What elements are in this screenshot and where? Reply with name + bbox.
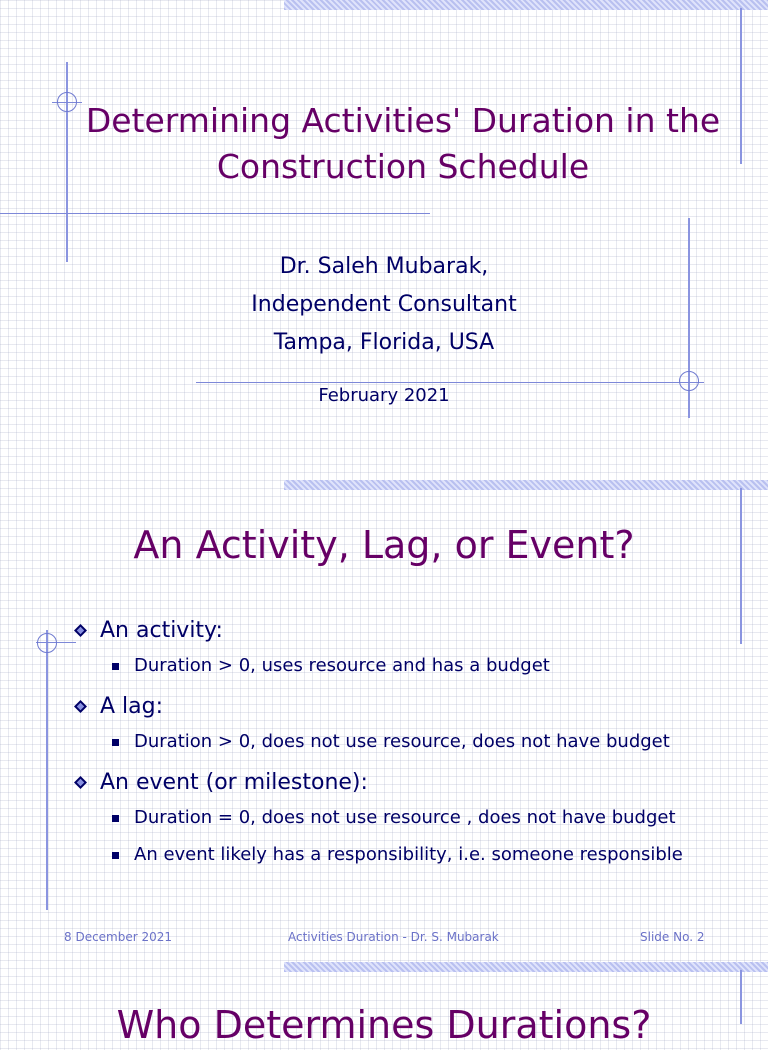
- bullet-label: An activity:: [100, 618, 223, 643]
- footer-date: 8 December 2021: [64, 930, 173, 944]
- list-item: [72, 768, 752, 798]
- author-line: Tampa, Florida, USA: [273, 330, 495, 355]
- decor-vline: [46, 630, 48, 910]
- diamond-bullet-icon: [74, 624, 87, 637]
- sub-bullet-text: Duration > 0, does not use resource, does not have budget: [134, 731, 670, 752]
- sub-bullet-text: Duration > 0, uses resource and has a budget: [134, 655, 550, 676]
- author-line: Independent Consultant: [251, 292, 517, 317]
- slide-3-title: Who Determines Durations?: [116, 1003, 652, 1047]
- decor-hline: [0, 213, 430, 214]
- footer-slide-number: Slide No. 2: [640, 930, 705, 944]
- decor-circle: [37, 633, 57, 653]
- author-block: [0, 248, 768, 362]
- bullet-list: [72, 616, 752, 867]
- diamond-bullet-icon: [74, 776, 87, 789]
- square-bullet-icon: [112, 663, 119, 670]
- presentation-date: February 2021: [318, 385, 450, 406]
- hatch-bar: [284, 962, 768, 972]
- list-item: [72, 654, 752, 678]
- square-bullet-icon: [112, 852, 119, 859]
- list-item: [72, 843, 752, 867]
- slide-1-title: Determining Activities' Duration in the Construction Schedule: [85, 101, 721, 186]
- sub-bullet-text: An event likely has a responsibility, i.e. someone responsible: [134, 844, 683, 865]
- diamond-bullet-icon: [74, 700, 87, 713]
- hatch-bar: [284, 0, 768, 10]
- hatch-bar: [284, 480, 768, 490]
- square-bullet-icon: [112, 739, 119, 746]
- footer-center: Activities Duration - Dr. S. Mubarak: [288, 930, 499, 944]
- author-line: Dr. Saleh Mubarak,: [279, 254, 489, 279]
- sub-bullet-text: Duration = 0, does not use resource , does not have budget: [134, 807, 676, 828]
- list-item: [72, 806, 752, 830]
- list-item: [72, 616, 752, 646]
- bullet-label: An event (or milestone):: [100, 770, 368, 795]
- slide-1: [0, 0, 768, 474]
- list-item: [72, 692, 752, 722]
- list-item: [72, 730, 752, 754]
- slide-2-title: An Activity, Lag, or Event?: [133, 523, 635, 567]
- square-bullet-icon: [112, 815, 119, 822]
- bullet-label: A lag:: [100, 694, 164, 719]
